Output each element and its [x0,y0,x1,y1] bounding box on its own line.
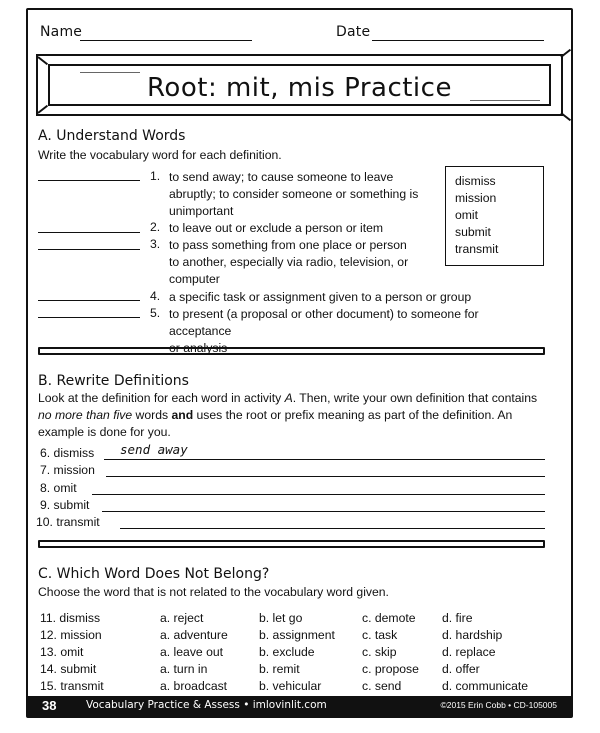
word-bank-item: submit [455,225,491,239]
answer-blank-5[interactable] [38,317,140,318]
choice-option[interactable]: d. replace [442,645,496,659]
choice-option[interactable]: a. broadcast [160,679,228,693]
definition-line: abruptly; to consider someone or something is [169,187,419,201]
banner-corner [560,112,571,121]
section-b-instructions [38,390,548,441]
choice-option[interactable]: b. remit [259,662,300,676]
rewrite-word: 7. mission [40,463,95,477]
section-c-instructions: Choose the word that is not related to the vocabulary word given. [38,585,389,599]
date-field[interactable] [372,40,544,41]
choice-option[interactable]: b. exclude [259,645,315,659]
answer-blank-3[interactable] [38,249,140,250]
definition-number: 5. [150,306,161,320]
choice-option[interactable]: d. offer [442,662,480,676]
choice-option[interactable]: b. let go [259,611,303,625]
word-bank-item: dismiss [455,174,496,188]
name-field[interactable] [80,40,252,41]
definition-line: to another, especially via radio, television, or [169,255,409,269]
choice-word: 14. submit [40,662,97,676]
instruction-text: uses the root or prefix meaning as part of the definition. An example is done for you. [38,408,513,439]
answer-blank-2[interactable] [38,232,140,233]
answer-blank-1[interactable] [38,180,140,181]
choice-word: 12. mission [40,628,102,642]
word-bank [445,166,544,266]
example-answer: send away [120,442,188,457]
definition-line: to present (a proposal or other document) to someone for acceptance [169,307,479,338]
definition-line: to pass something from one place or person [169,238,407,252]
choice-option[interactable]: c. demote [362,611,416,625]
banner-corner [37,105,48,114]
instruction-bold: and [171,408,194,422]
definition-line: or analysis [169,341,228,355]
instruction-text: words [132,408,172,422]
word-bank-item: mission [455,191,497,205]
rewrite-answer-line[interactable] [102,511,545,512]
date-label: Date [336,24,371,40]
rewrite-answer-line[interactable] [92,494,545,495]
choice-option[interactable]: c. skip [362,645,397,659]
title-banner-frame [48,64,551,106]
choice-option[interactable]: d. communicate [442,679,529,693]
page-footer [28,696,571,716]
title-banner [36,54,563,116]
choice-option[interactable]: c. propose [362,662,419,676]
name-date-row [40,22,557,44]
definition-4 [169,289,541,306]
definition-line: to leave out or exclude a person or item [169,221,384,235]
rewrite-row [36,515,545,531]
definition-number: 4. [150,289,161,303]
page-title: Root: mit, mis Practice [147,73,452,103]
rewrite-row [40,498,545,514]
definition-line: computer [169,272,220,286]
section-a-title: A. Understand Words [38,128,186,144]
choice-word: 11. dismiss [40,611,101,625]
footer-copyright: ©2015 Erin Cobb • CD-105005 [440,700,557,710]
banner-corner [560,49,571,58]
section-divider [38,540,545,548]
instruction-emphasis: A [284,391,293,405]
section-c-title: C. Which Word Does Not Belong? [38,566,270,582]
instruction-text: Look at the definition for each word in activity [38,391,285,405]
rewrite-row [40,481,545,497]
page-number: 38 [42,698,57,713]
banner-corner [37,56,48,65]
word-bank-item: transmit [455,242,499,256]
section-b-title: B. Rewrite Definitions [38,373,189,389]
section-divider [38,347,545,355]
choice-option[interactable]: b. vehicular [259,679,322,693]
definition-number: 1. [150,169,161,183]
rewrite-row [40,463,545,479]
rewrite-word: 6. dismiss [40,446,95,460]
definition-line: a specific task or assignment given to a person or group [169,290,472,304]
definition-line: to send away; to cause someone to leave [169,170,394,184]
instruction-text: . Then, write your own definition that contains [292,391,538,405]
rewrite-word: 10. transmit [36,515,100,529]
choice-option[interactable]: d. hardship [442,628,503,642]
choice-option[interactable]: b. assignment [259,628,335,642]
choice-option[interactable]: d. fire [442,611,473,625]
rewrite-answer-line[interactable] [106,476,545,477]
choice-option[interactable]: a. adventure [160,628,228,642]
choice-option[interactable]: a. turn in [160,662,208,676]
answer-blank-4[interactable] [38,300,140,301]
rewrite-word: 8. omit [40,481,77,495]
rewrite-answer-line[interactable] [120,528,545,529]
name-label: Name [40,24,83,40]
section-a-instructions: Write the vocabulary word for each definition. [38,148,282,162]
instruction-emphasis: no more than five [38,408,133,422]
worksheet-page [26,8,573,718]
footer-title: Vocabulary Practice & Assess • imlovinlit.com [86,699,327,711]
choice-option[interactable]: a. leave out [160,645,224,659]
definition-number: 3. [150,237,161,251]
word-bank-item: omit [455,208,479,222]
definition-line: unimportant [169,204,234,218]
choice-option[interactable]: c. task [362,628,398,642]
choice-word: 13. omit [40,645,84,659]
choice-word: 15. transmit [40,679,104,693]
rewrite-word: 9. submit [40,498,90,512]
rewrite-answer-line[interactable] [104,459,545,460]
choice-option[interactable]: c. send [362,679,402,693]
rewrite-row [40,442,545,462]
definition-number: 2. [150,220,161,234]
choice-option[interactable]: a. reject [160,611,204,625]
